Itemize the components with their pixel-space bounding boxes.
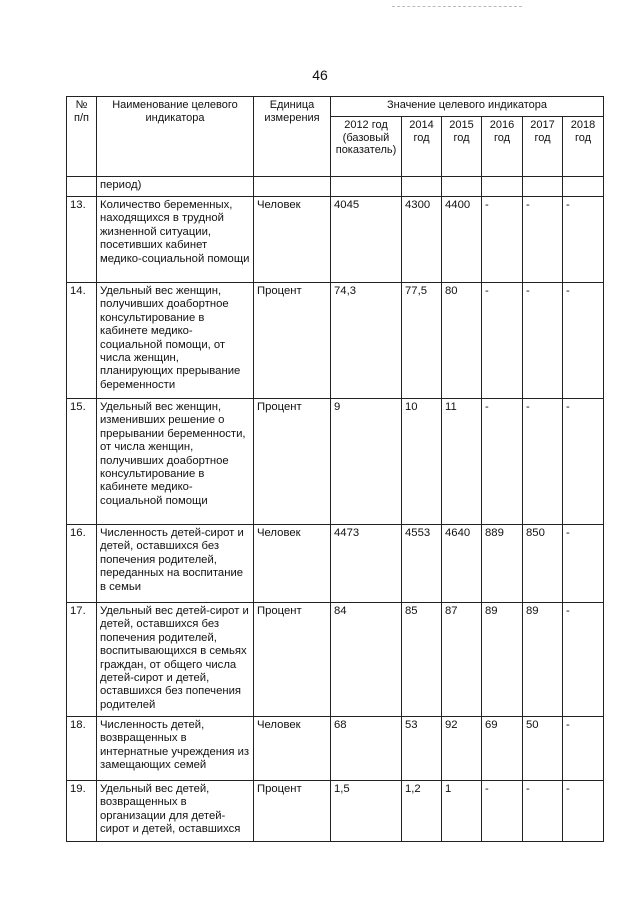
- row-value: 4300: [402, 197, 442, 283]
- row-value: -: [523, 781, 563, 842]
- row-unit: Человек: [254, 525, 331, 603]
- table-row: [67, 603, 604, 717]
- row-value: -: [482, 197, 523, 283]
- row-value: -: [563, 197, 604, 283]
- row-unit: Процент: [254, 603, 331, 717]
- row-value: 68: [331, 717, 402, 781]
- table-row: [67, 197, 604, 283]
- row-value: -: [482, 283, 523, 399]
- row-value: 80: [442, 283, 482, 399]
- row-value: -: [523, 399, 563, 525]
- row-value: 4400: [442, 197, 482, 283]
- row-value: 1,5: [331, 781, 402, 842]
- row-name: Удельный вес женщин, получивших доабортное консультирование в кабинете медико-социальной помощи, от числа женщин, планирующих прерывание беременности: [97, 283, 254, 399]
- row-value: 50: [523, 717, 563, 781]
- table-row: [67, 525, 604, 603]
- header-indicator-name: Наименование целевого индикатора: [97, 97, 254, 177]
- row-value: 89: [482, 603, 523, 717]
- row-number: 14.: [67, 283, 97, 399]
- row-number: 15.: [67, 399, 97, 525]
- row-value: 11: [442, 399, 482, 525]
- row-value: 69: [482, 717, 523, 781]
- row-value: 1,2: [402, 781, 442, 842]
- page-number: 46: [312, 67, 328, 83]
- header-year-2017: 2017 год: [523, 117, 563, 177]
- row-value: 4045: [331, 197, 402, 283]
- row-value: 1: [442, 781, 482, 842]
- row-name: Удельный вес детей, возвращенных в организации для детей-сирот и детей, оставшихся: [97, 781, 254, 842]
- row-name: Численность детей-сирот и детей, оставшихся без попечения родителей, переданных на воспитание в семьи: [97, 525, 254, 603]
- header-unit: Единица измерения: [254, 97, 331, 177]
- header-year-2012: 2012 год (базовый показатель): [331, 117, 402, 177]
- row-value: -: [563, 525, 604, 603]
- row-number: 17.: [67, 603, 97, 717]
- row-value: -: [523, 197, 563, 283]
- row-value: -: [563, 283, 604, 399]
- indicator-table: [66, 96, 604, 842]
- row-value: 77,5: [402, 283, 442, 399]
- row-value: -: [482, 781, 523, 842]
- row-unit: Процент: [254, 781, 331, 842]
- row-number: 13.: [67, 197, 97, 283]
- row-value: 9: [331, 399, 402, 525]
- row-value: 53: [402, 717, 442, 781]
- table-row: [67, 717, 604, 781]
- scan-mark: [392, 6, 522, 8]
- row-unit: Человек: [254, 717, 331, 781]
- row-value: -: [563, 781, 604, 842]
- row-name: Удельный вес детей-сирот и детей, оставшихся без попечения родителей, воспитывающихся в семьях граждан, от общего числа детей-сирот и детей, оставшихся без попечения родителей: [97, 603, 254, 717]
- table-row: [67, 399, 604, 525]
- row-value: -: [563, 399, 604, 525]
- row-unit: Процент: [254, 399, 331, 525]
- row-value: 87: [442, 603, 482, 717]
- row-unit: Процент: [254, 283, 331, 399]
- table-row: [67, 781, 604, 842]
- row-unit: Человек: [254, 197, 331, 283]
- row-value: 84: [331, 603, 402, 717]
- header-year-2014: 2014 год: [402, 117, 442, 177]
- row-name: Количество беременных, находящихся в трудной жизненной ситуации, посетивших кабинет медико-социальной помощи: [97, 197, 254, 283]
- row-value: 889: [482, 525, 523, 603]
- row-value: 850: [523, 525, 563, 603]
- row-value: 4640: [442, 525, 482, 603]
- row-name: Численность детей, возвращенных в интернатные учреждения из замещающих семей: [97, 717, 254, 781]
- header-number: № п/п: [67, 97, 97, 177]
- row-value: 92: [442, 717, 482, 781]
- row-value: 4553: [402, 525, 442, 603]
- header-year-2015: 2015 год: [442, 117, 482, 177]
- row-continuation-text: период): [97, 177, 254, 197]
- row-name: Удельный вес женщин, изменивших решение о прерывании беременности, от числа женщин, получивших доабортное консультирование в кабинете медико-социальной помощи: [97, 399, 254, 525]
- header-year-2018: 2018 год: [563, 117, 604, 177]
- row-number: 16.: [67, 525, 97, 603]
- row-value: 10: [402, 399, 442, 525]
- row-value: -: [523, 283, 563, 399]
- row-value: 89: [523, 603, 563, 717]
- row-value: 4473: [331, 525, 402, 603]
- row-value: -: [563, 603, 604, 717]
- row-value: -: [563, 717, 604, 781]
- row-value: -: [482, 399, 523, 525]
- header-values: Значение целевого индикатора: [331, 97, 604, 117]
- row-number: 19.: [67, 781, 97, 842]
- row-value: 74,3: [331, 283, 402, 399]
- row-value: 85: [402, 603, 442, 717]
- header-year-2016: 2016 год: [482, 117, 523, 177]
- table-row-continuation: [67, 177, 604, 197]
- row-number: 18.: [67, 717, 97, 781]
- table-row: [67, 283, 604, 399]
